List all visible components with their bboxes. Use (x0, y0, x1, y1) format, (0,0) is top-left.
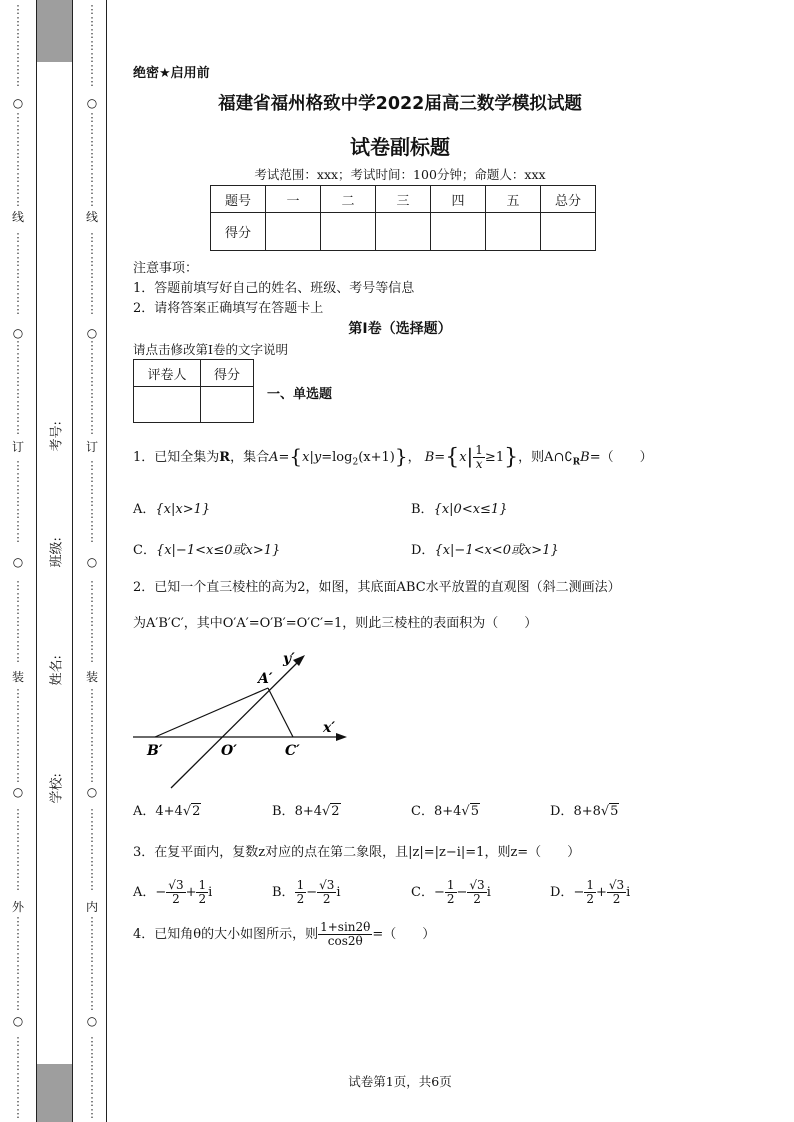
q3-option-b[interactable]: B． $\frac{1}{2}$ − $\frac{√3}{2}$ i (272, 878, 341, 906)
edge-BA (155, 688, 268, 737)
score-cell[interactable] (266, 213, 321, 251)
margin-mark-nei: 内 (85, 900, 98, 914)
q1-complement-sub: R (572, 457, 581, 468)
secret-mark: 绝密★启用前 (133, 66, 210, 81)
q1-stem: 1．已知全集为 (133, 450, 220, 465)
q3-option-c[interactable]: C．− $\frac{1}{2}$ − $\frac{√3}{2}$ i (411, 878, 491, 906)
margin-mark-zhuang: 装 (85, 670, 98, 684)
question-4 (133, 918, 435, 952)
q1-log-arg: (x+1) (358, 450, 395, 465)
q1-set-A: A (269, 450, 279, 465)
exam-title: 福建省福州格致中学2022届高三数学模拟试题 (218, 94, 582, 114)
q3-option-d[interactable]: D．− $\frac{1}{2}$ + $\frac{√3}{2}$ i (550, 878, 631, 906)
q1-stem: ， (407, 450, 421, 465)
q1-R: R (219, 450, 231, 465)
exam-info: 考试范围：xxx；考试时间：100分钟；命题人：xxx (254, 167, 546, 182)
q1-fraction: $\frac{1}{x}$ (475, 443, 483, 471)
q1-set-B: B (424, 450, 435, 465)
note-item: 2．请将答案正确填写在答题卡上 (133, 301, 324, 316)
q4-fraction: $\frac{1+\sin 2\theta}{\cos 2\theta}$ (320, 920, 371, 948)
score-cell[interactable] (321, 213, 376, 251)
section-hint: 请点击修改第I卷的文字说明 (133, 342, 288, 357)
margin-mark-ding: 订 (85, 440, 98, 454)
notes-title: 注意事项： (133, 261, 199, 276)
margin-mark-xian: 线 (11, 210, 24, 224)
gutter-grey-bottom (36, 1064, 72, 1122)
q2-figure (125, 645, 360, 795)
circle-mark: ○ (86, 555, 98, 569)
q1-log: log (332, 450, 353, 465)
score-header: 四 (431, 186, 486, 213)
score-table (210, 185, 596, 251)
note-item: 1．答题前填写好自己的姓名、班级、考号等信息 (133, 281, 415, 296)
page-footer: 试卷第1页，共6页 (348, 1074, 452, 1089)
grader-table (133, 359, 254, 423)
x-axis-label: x′ (323, 720, 336, 736)
q2-option-a[interactable]: A．4+4√2 (133, 804, 201, 819)
point-B-label: B′ (147, 743, 163, 759)
grader-cell[interactable] (134, 387, 201, 423)
q2-option-b[interactable]: B．8+4√2 (272, 804, 340, 819)
gutter-line (106, 0, 107, 1122)
circle-mark: ○ (86, 785, 98, 799)
school-label: 学校: (49, 773, 65, 804)
q1-stem: ，集合 (230, 450, 270, 465)
q1-ineq: ≥1 (484, 450, 505, 465)
q2-option-c[interactable]: C．8+4√5 (411, 804, 479, 819)
score-row-label: 得分 (211, 213, 266, 251)
score-header: 三 (376, 186, 431, 213)
point-A-label: A′ (258, 671, 273, 687)
q2-option-d[interactable]: D．8+8√5 (550, 804, 619, 819)
y-axis (171, 659, 301, 788)
grader-header: 得分 (201, 360, 254, 387)
circle-mark: ○ (86, 96, 98, 110)
question-1: 1．已知全集为R，集合$A=\{x|y=\log_2(x+1)\}$， B={x| $\frac{1}{x}$ ≥1}，则$A\cap∁_RB=$（ ） (133, 443, 653, 471)
q2-stem-line2: 为A′B′C′，其中O′A′=O′B′=O′C′=1，则此三棱柱的表面积为（ ） (133, 616, 538, 631)
class-label: 班级: (49, 537, 65, 568)
q2-stem-line1: 2．已知一个直三棱柱的高为2，如图，其底面ABC水平放置的直观图（斜二测画法） (133, 580, 621, 595)
x-axis-arrow (336, 733, 347, 741)
q1-stem: ，则 (518, 450, 545, 465)
point-O-label: O′ (221, 743, 237, 759)
name-label: 姓名: (49, 655, 65, 686)
y-axis-label: y′ (283, 651, 295, 667)
score-cell[interactable] (486, 213, 541, 251)
dotted-cut-line: ⋮ ⋮ ⋮ ⋮ ⋮ ⋮ ⋮ ⋮ ⋮ ⋮ ⋮ ⋮ ⋮ ⋮ ⋮ ⋮ ⋮ ⋮ ⋮ ⋮ ⋮ ⋮ ⋮ ⋮ ⋮ ⋮ ⋮ ⋮ ⋮ ⋮ ⋮ ⋮ ⋮ ⋮ ⋮ ⋮ ⋮ ⋮ ⋮ ⋮ ⋮ ⋮ ⋮ ⋮ ⋮ ⋮ ⋮ ⋮ ⋮ ⋮ ⋮ ⋮ ⋮ ⋮ ⋮ ⋮ ⋮ ⋮ ⋮ ⋮ ⋮ ⋮ ⋮ ⋮ ⋮ ⋮ ⋮ ⋮ ⋮ ⋮ ⋮ ⋮ ⋮ ⋮ (86, 3, 98, 1120)
q1-var: y (313, 450, 322, 465)
q1-complement: A∩∁ (544, 450, 573, 465)
q1-eq: = (278, 450, 290, 465)
score-header: 二 (321, 186, 376, 213)
score-header: 题号 (211, 186, 266, 213)
circle-mark: ○ (12, 785, 24, 799)
circle-mark: ○ (86, 326, 98, 340)
section-title: 第I卷（选择题） (348, 321, 452, 337)
q1-answer-blank: =（ ） (589, 450, 653, 465)
gutter-grey-top (36, 0, 72, 62)
score-header: 五 (486, 186, 541, 213)
margin-mark-zhuang: 装 (11, 670, 24, 684)
margin-mark-wai: 外 (11, 900, 24, 914)
exam-subtitle: 试卷副标题 (350, 135, 450, 159)
dotted-cut-line: ⋮ ⋮ ⋮ ⋮ ⋮ ⋮ ⋮ ⋮ ⋮ ⋮ ⋮ ⋮ ⋮ ⋮ ⋮ ⋮ ⋮ ⋮ ⋮ ⋮ ⋮ ⋮ ⋮ ⋮ ⋮ ⋮ ⋮ ⋮ ⋮ ⋮ ⋮ ⋮ ⋮ ⋮ ⋮ ⋮ ⋮ ⋮ ⋮ ⋮ ⋮ ⋮ ⋮ ⋮ ⋮ ⋮ ⋮ ⋮ ⋮ ⋮ ⋮ ⋮ ⋮ ⋮ ⋮ ⋮ ⋮ ⋮ ⋮ ⋮ ⋮ ⋮ ⋮ ⋮ ⋮ ⋮ ⋮ ⋮ ⋮ ⋮ ⋮ ⋮ ⋮ ⋮ (12, 3, 24, 1120)
q1-var: x (302, 450, 310, 465)
circle-mark: ○ (86, 1014, 98, 1028)
grader-cell[interactable] (201, 387, 254, 423)
exam-number-label: 考号: (49, 421, 65, 452)
q4-answer-blank: =（ ） (372, 927, 436, 942)
score-cell[interactable] (431, 213, 486, 251)
q1-option-b[interactable]: B．{x|0<x≤1} (411, 502, 508, 517)
score-header: 总分 (541, 186, 596, 213)
q1-option-a[interactable]: A．{x|x>1} (133, 502, 211, 517)
point-C-label: C′ (285, 743, 300, 759)
score-cell[interactable] (376, 213, 431, 251)
circle-mark: ○ (12, 555, 24, 569)
circle-mark: ○ (12, 1014, 24, 1028)
q4-stem: 4．已知角θ的大小如图所示，则 (133, 927, 319, 942)
gutter-line (72, 0, 73, 1122)
q1-set-B: B (580, 450, 590, 465)
q3-option-a[interactable]: A．− $\frac{√3}{2}$ + $\frac{1}{2}$ i (133, 878, 213, 906)
score-cell[interactable] (541, 213, 596, 251)
margin-mark-xian: 线 (85, 210, 98, 224)
edge-AC (268, 688, 293, 737)
circle-mark: ○ (12, 326, 24, 340)
q1-option-c[interactable]: C．{x|−1<x≤0或x>1} (133, 543, 281, 558)
q1-option-d[interactable]: D．{x|−1<x<0或x>1} (411, 543, 559, 558)
margin-mark-ding: 订 (11, 440, 24, 454)
q1-log-base: 2 (352, 457, 359, 468)
q3-stem: 3．在复平面内，复数z对应的点在第二象限，且|z|=|z−i|=1，则z=（ ） (133, 845, 581, 860)
circle-mark: ○ (12, 96, 24, 110)
score-header: 一 (266, 186, 321, 213)
grader-header: 评卷人 (134, 360, 201, 387)
gutter-line (36, 0, 37, 1122)
part-title: 一、单选题 (267, 387, 333, 402)
